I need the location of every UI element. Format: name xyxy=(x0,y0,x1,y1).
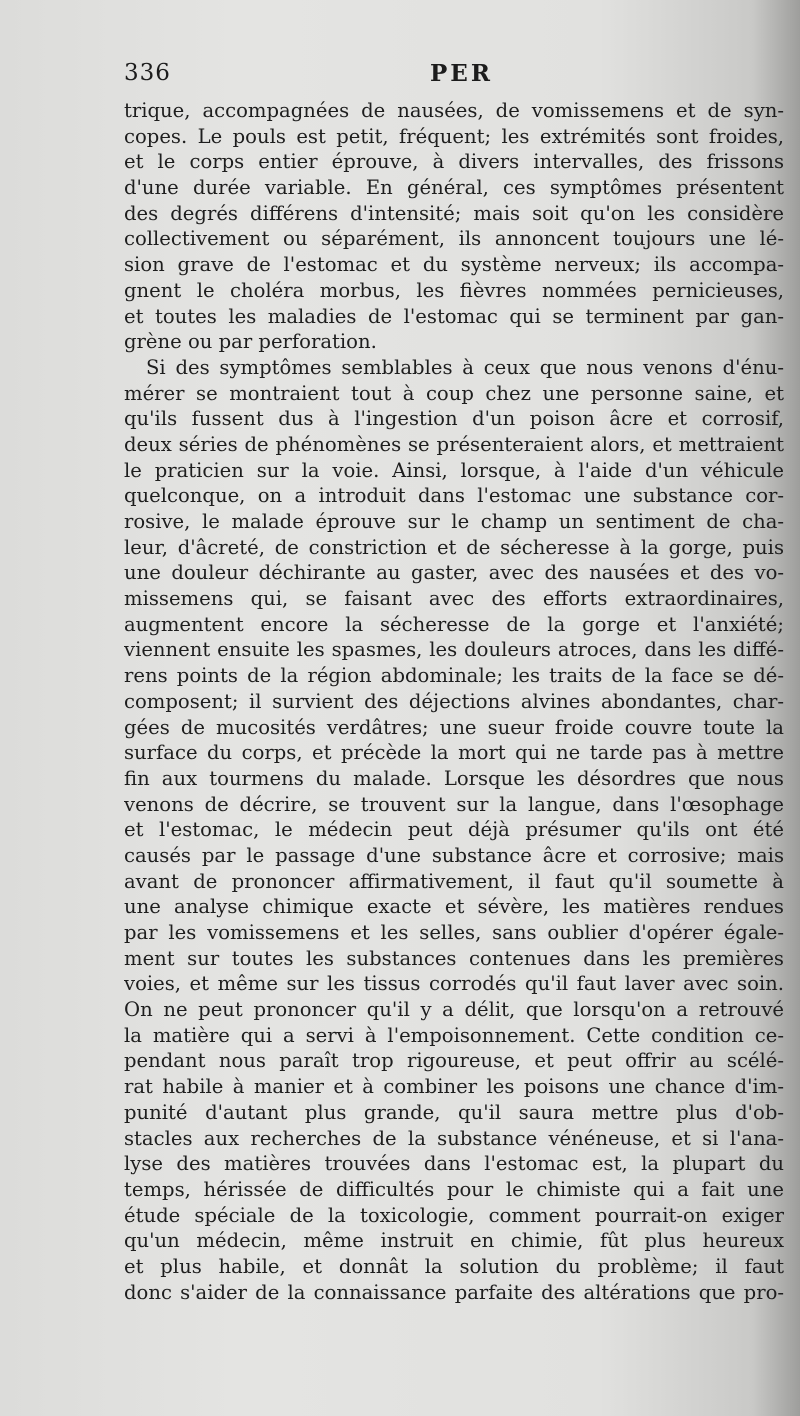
text-line: lyse des matières trouvées dans l'estomac est, la plupart du xyxy=(124,1152,784,1176)
text-line: quelconque, on a introduit dans l'estomac une substance cor- xyxy=(124,484,784,508)
text-line: et le corps entier éprouve, à divers intervalles, des frissons xyxy=(124,150,784,174)
running-head: PER xyxy=(430,60,493,87)
text-line: stacles aux recherches de la substance vénéneuse, et si l'ana- xyxy=(124,1126,784,1150)
text-line: augmentent encore la sécheresse de la gorge et l'anxiété; xyxy=(124,612,784,636)
text-line: mérer se montraient tout à coup chez une personne saine, et xyxy=(124,381,784,405)
text-line: collectivement ou séparément, ils annoncent toujours une lé- xyxy=(124,227,784,251)
text-line: rosive, le malade éprouve sur le champ un sentiment de cha- xyxy=(124,510,784,533)
text-line: causés par le passage d'une substance âcre et corrosive; mais xyxy=(124,843,784,867)
text-line: missemens qui, se faisant avec des efforts extraordinaires, xyxy=(124,587,784,611)
text-line: et toutes les maladies de l'estomac qui se terminent par gan- xyxy=(124,304,784,328)
text-line: par les vomissemens et les selles, sans oublier d'opérer égale- xyxy=(124,921,784,944)
text-line: étude spéciale de la toxicologie, comment pourrait-on exiger xyxy=(124,1203,784,1227)
text-line: On ne peut prononcer qu'il y a délit, que lorsqu'on a retrouvé xyxy=(124,998,784,1022)
text-line: ment sur toutes les substances contenues dans les premières xyxy=(124,946,784,970)
text-line: Si des symptômes semblables à ceux que nous venons d'énu- xyxy=(146,355,784,379)
text-line: surface du corps, et précède la mort qui ne tarde pas à mettre xyxy=(124,741,784,765)
text-line: copes. Le pouls est petit, fréquent; les extrémités sont froides, xyxy=(124,124,784,148)
text-line: la matière qui a servi à l'empoisonnement. Cette condition ce- xyxy=(124,1023,784,1047)
text-line: qu'ils fussent dus à l'ingestion d'un poison âcre et corrosif, xyxy=(124,407,784,431)
text-line: avant de prononcer affirmativement, il faut qu'il soumette à xyxy=(124,869,784,893)
text-line: d'une durée variable. En général, ces symptômes présentent xyxy=(124,176,784,200)
text-line: fin aux tourmens du malade. Lorsque les désordres que nous xyxy=(124,766,784,790)
text-line: deux séries de phénomènes se présenteraient alors, et mettraient xyxy=(124,432,784,456)
text-line: punité d'autant plus grande, qu'il saura mettre plus d'ob- xyxy=(124,1100,784,1124)
text-line: rat habile à manier et à combiner les poisons une chance d'im- xyxy=(124,1075,784,1099)
body-text xyxy=(124,98,784,1305)
text-line: le praticien sur la voie. Ainsi, lorsque, à l'aide d'un véhicule xyxy=(124,458,784,482)
text-line: et plus habile, et donnât la solution du problème; il faut xyxy=(124,1254,784,1278)
text-line: des degrés différens d'intensité; mais soit qu'on les considère xyxy=(124,201,784,225)
page-number: 336 xyxy=(124,60,171,86)
text-line: trique, accompagnées de nausées, de vomissemens et de syn- xyxy=(124,99,784,122)
paragraph xyxy=(124,355,784,1305)
text-line: rens points de la région abdominale; les traits de la face se dé- xyxy=(124,664,784,688)
text-line: gées de mucosités verdâtres; une sueur froide couvre toute la xyxy=(124,715,784,739)
text-line: sion grave de l'estomac et du système nerveux; ils accompa- xyxy=(124,253,784,277)
text-line: une analyse chimique exacte et sévère, les matières rendues xyxy=(124,895,784,919)
text-line: venons de décrire, se trouvent sur la langue, dans l'œsophage xyxy=(124,792,784,816)
page-header xyxy=(124,60,784,94)
text-line: gnent le choléra morbus, les fièvres nommées pernicieuses, xyxy=(124,278,784,302)
text-line: et l'estomac, le médecin peut déjà présumer qu'ils ont été xyxy=(124,818,784,842)
text-line: voies, et même sur les tissus corrodés qu'il faut laver avec soin. xyxy=(124,972,784,996)
text-line: leur, d'âcreté, de constriction et de sécheresse à la gorge, puis xyxy=(124,535,784,559)
paragraph xyxy=(124,98,784,355)
text-line: composent; il survient des déjections alvines abondantes, char- xyxy=(124,689,784,713)
text-line: donc s'aider de la connaissance parfaite des altérations que pro- xyxy=(124,1280,784,1304)
text-line: grène ou par perforation. xyxy=(124,330,377,354)
text-line: viennent ensuite les spasmes, les douleurs atroces, dans les diffé- xyxy=(124,638,784,662)
text-line: temps, hérissée de difficultés pour le chimiste qui a fait une xyxy=(124,1177,784,1201)
text-line: une douleur déchirante au gaster, avec des nausées et des vo- xyxy=(124,561,784,585)
text-line: qu'un médecin, même instruit en chimie, fût plus heureux xyxy=(124,1229,784,1253)
text-line: pendant nous paraît trop rigoureuse, et peut offrir au scélé- xyxy=(124,1049,784,1073)
